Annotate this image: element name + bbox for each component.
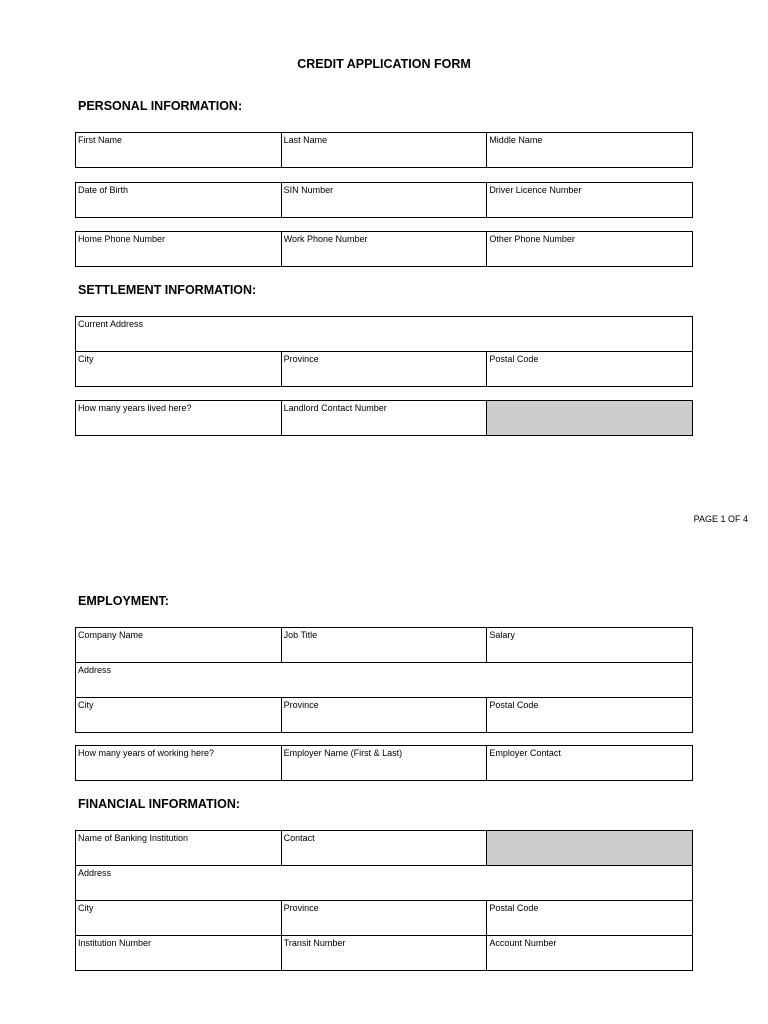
driver-licence-field[interactable] bbox=[487, 183, 693, 218]
account-number-field[interactable] bbox=[487, 936, 693, 971]
bank-address-field[interactable] bbox=[76, 866, 693, 901]
driver-licence-label: Driver Licence Number bbox=[489, 185, 582, 195]
personal-name-table bbox=[75, 132, 693, 168]
financial-table bbox=[75, 830, 693, 971]
employment-years-table bbox=[75, 745, 693, 781]
sin-number-field[interactable] bbox=[281, 183, 487, 218]
first-name-field[interactable] bbox=[76, 133, 282, 168]
job-title-field[interactable] bbox=[281, 628, 487, 663]
settlement-address-table bbox=[75, 316, 693, 387]
bank-province-label: Province bbox=[283, 903, 319, 913]
home-phone-label: Home Phone Number bbox=[78, 234, 166, 244]
years-working-field[interactable] bbox=[76, 746, 282, 781]
other-phone-field[interactable] bbox=[487, 232, 693, 267]
banking-institution-field[interactable] bbox=[76, 831, 282, 866]
salary-label: Salary bbox=[489, 630, 515, 640]
settlement-province-label: Province bbox=[283, 354, 319, 364]
settlement-years-table bbox=[75, 400, 693, 436]
bank-contact-field[interactable] bbox=[281, 831, 487, 866]
employment-heading: EMPLOYMENT: bbox=[78, 594, 169, 608]
last-name-field[interactable] bbox=[281, 133, 487, 168]
years-lived-label: How many years lived here? bbox=[78, 403, 192, 413]
transit-number-field[interactable] bbox=[281, 936, 487, 971]
form-title: CREDIT APPLICATION FORM bbox=[297, 57, 471, 71]
settlement-province-field[interactable] bbox=[281, 352, 487, 387]
work-phone-label: Work Phone Number bbox=[283, 234, 368, 244]
employment-table bbox=[75, 627, 693, 733]
employment-province-label: Province bbox=[283, 700, 319, 710]
settlement-information-heading: SETTLEMENT INFORMATION: bbox=[78, 283, 257, 297]
institution-number-label: Institution Number bbox=[78, 938, 152, 948]
settlement-postal-code-field[interactable] bbox=[487, 352, 693, 387]
personal-id-table bbox=[75, 182, 693, 218]
bank-province-field[interactable] bbox=[281, 901, 487, 936]
last-name-label: Last Name bbox=[283, 135, 328, 145]
shaded-blank-cell bbox=[487, 831, 693, 866]
other-phone-label: Other Phone Number bbox=[489, 234, 575, 244]
personal-information-heading: PERSONAL INFORMATION: bbox=[78, 99, 243, 113]
company-name-label: Company Name bbox=[78, 630, 144, 640]
page-number: PAGE 1 OF 4 bbox=[693, 514, 748, 524]
shaded-blank-cell bbox=[487, 401, 693, 436]
settlement-city-label: City bbox=[78, 354, 94, 364]
salary-field[interactable] bbox=[487, 628, 693, 663]
bank-city-field[interactable] bbox=[76, 901, 282, 936]
job-title-label: Job Title bbox=[283, 630, 318, 640]
employer-contact-label: Employer Contact bbox=[489, 748, 561, 758]
middle-name-field[interactable] bbox=[487, 133, 693, 168]
bank-address-label: Address bbox=[78, 868, 112, 878]
bank-city-label: City bbox=[78, 903, 94, 913]
landlord-contact-label: Landlord Contact Number bbox=[283, 403, 387, 413]
work-phone-field[interactable] bbox=[281, 232, 487, 267]
date-of-birth-label: Date of Birth bbox=[78, 185, 129, 195]
current-address-field[interactable] bbox=[76, 317, 693, 352]
transit-number-label: Transit Number bbox=[283, 938, 346, 948]
banking-institution-label: Name of Banking Institution bbox=[78, 833, 189, 843]
employment-city-label: City bbox=[78, 700, 94, 710]
middle-name-label: Middle Name bbox=[489, 135, 543, 145]
first-name-label: First Name bbox=[78, 135, 123, 145]
employer-name-field[interactable] bbox=[281, 746, 487, 781]
employer-name-label: Employer Name (First & Last) bbox=[283, 748, 403, 758]
employment-postal-code-label: Postal Code bbox=[489, 700, 539, 710]
account-number-label: Account Number bbox=[489, 938, 557, 948]
years-lived-field[interactable] bbox=[76, 401, 282, 436]
bank-postal-code-field[interactable] bbox=[487, 901, 693, 936]
settlement-postal-code-label: Postal Code bbox=[489, 354, 539, 364]
landlord-contact-field[interactable] bbox=[281, 401, 487, 436]
employment-address-label: Address bbox=[78, 665, 112, 675]
home-phone-field[interactable] bbox=[76, 232, 282, 267]
employment-province-field[interactable] bbox=[281, 698, 487, 733]
company-name-field[interactable] bbox=[76, 628, 282, 663]
current-address-label: Current Address bbox=[78, 319, 144, 329]
date-of-birth-field[interactable] bbox=[76, 183, 282, 218]
employment-city-field[interactable] bbox=[76, 698, 282, 733]
institution-number-field[interactable] bbox=[76, 936, 282, 971]
bank-postal-code-label: Postal Code bbox=[489, 903, 539, 913]
years-working-label: How many years of working here? bbox=[78, 748, 215, 758]
settlement-city-field[interactable] bbox=[76, 352, 282, 387]
employment-postal-code-field[interactable] bbox=[487, 698, 693, 733]
personal-phone-table bbox=[75, 231, 693, 267]
employment-address-field[interactable] bbox=[76, 663, 693, 698]
financial-information-heading: FINANCIAL INFORMATION: bbox=[78, 797, 241, 811]
employer-contact-field[interactable] bbox=[487, 746, 693, 781]
bank-contact-label: Contact bbox=[283, 833, 315, 843]
sin-number-label: SIN Number bbox=[283, 185, 334, 195]
